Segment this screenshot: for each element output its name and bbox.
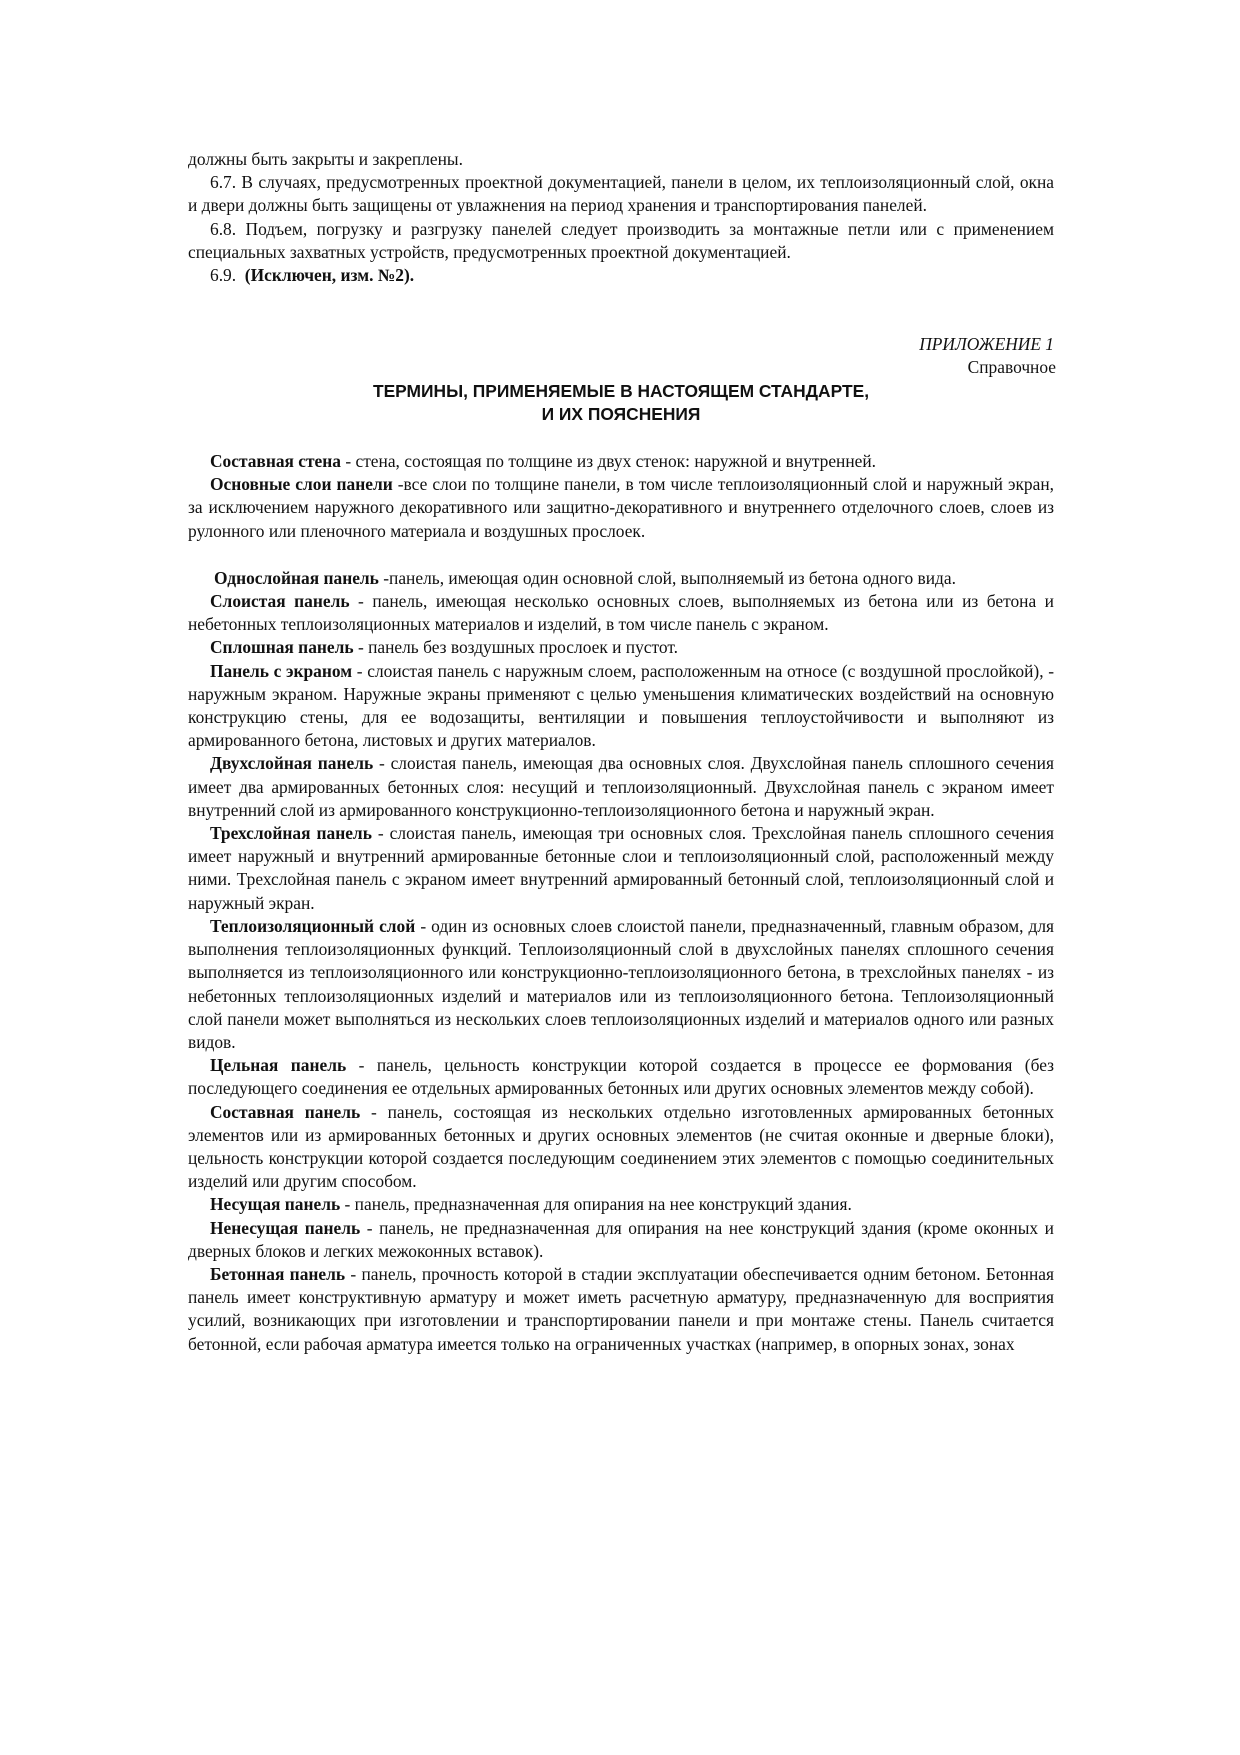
term-definition: - панель, имеющая несколько основных слоев, выполняемых из бетона или из бетона и небетонных теплоизоляционных материалов и изделий, в том числе панель с экраном. [188, 591, 1054, 635]
term-definition: - стена, состоящая по толщине из двух стенок: наружной и внутренней. [340, 451, 877, 472]
term-name: Двухслойная панель [210, 753, 374, 774]
term-definition: - панель без воздушных прослоек и пустот. [353, 637, 678, 658]
term-definition: - панель, прочность которой в стадии эксплуатации обеспечивается одним бетоном. Бетонная панель имеет конструктивную арматуру и может иметь расчетную арматуру, предназначенную для восприятия усилий, возникающих при изготовлении и транспортировании панели и при монтаже стены. Панель считается бетонной, если рабочая арматура имеется только на ограниченных участках (например, в опорных зонах, зонах [188, 1263, 1055, 1354]
term-name: Трехслойная панель [210, 823, 372, 844]
term-entry [188, 450, 1054, 473]
term-definition: - один из основных слоев слоистой панели, предназначенный, главным образом, для выполнения теплоизоляционных функций. Теплоизоляционный слой в двухслойных панелях сплошного сечения выполняется из теплоизоляционного или конструкционно-теплоизоляционного бетона, в трехслойных панелях - из небетонных теплоизоляционных изделий и материалов или из теплоизоляционного бетона. Теплоизоляционный слой панели может выполняться из нескольких слоев теплоизоляционных изделий и материалов одного или разных видов. [188, 915, 1055, 1052]
appendix-type: Справочное [967, 357, 1056, 378]
term-entry [188, 636, 1054, 659]
term-entry [188, 1101, 1054, 1194]
paragraph-6-9-excluded: (Исключен, изм. №2). [244, 265, 415, 286]
term-name: Ненесущая панель [210, 1217, 361, 1238]
spacer [188, 426, 1054, 450]
appendix-label: ПРИЛОЖЕНИЕ 1 [919, 334, 1054, 355]
term-definition: - слоистая панель, имеющая три основных слоя. Трехслойная панель сплошного сечения имеет наружный и внутренний армированные бетонные слои и теплоизоляционный слой, расположенный между ними. Трехслойная панель с экраном имеет внутренний армированный бетонный слой, теплоизоляционный слой и наружный экран. [188, 823, 1054, 913]
term-name: Составная стена [210, 451, 341, 472]
paragraph-continuation: должны быть закрыты и закреплены. [188, 149, 463, 169]
term-entry [188, 473, 1054, 543]
term-definition: - слоистая панель с наружным слоем, расположенным на относе (с воздушной прослойкой), - наружным экраном. Наружные экраны применяют с целью уменьшения климатических воздействий на основную конструкцию стены, для ее водозащиты, вентиляции и повышения теплоустойчивости и выполняют из армированного бетона, листовых и других материалов. [188, 660, 1055, 751]
term-name: Панель с экраном [210, 660, 353, 681]
term-name: Сплошная панель [210, 637, 354, 658]
term-name: Цельная панель [210, 1055, 347, 1076]
term-name: Основные слои панели [210, 474, 393, 495]
term-entry [188, 915, 1054, 1054]
term-entry [188, 567, 1054, 590]
term-entry [188, 1217, 1054, 1263]
appendix-title [188, 380, 1054, 426]
term-entry [188, 660, 1054, 753]
spacer [188, 287, 1054, 333]
document-page [188, 148, 1054, 1356]
appendix-title-line-2: И ИХ ПОЯСНЕНИЯ [541, 403, 701, 424]
term-name: Бетонная панель [210, 1263, 346, 1284]
paragraph-6-9-number: 6.9. [210, 265, 237, 286]
paragraph-6-7: 6.7. В случаях, предусмотренных проектной документацией, панели в целом, их теплоизоляционный слой, окна и двери должны быть защищены от увлажнения на период хранения и транспортирования панелей. [188, 172, 1054, 216]
paragraph-6-9 [188, 264, 1054, 287]
term-entry [188, 1263, 1054, 1356]
paragraph-6-8: 6.8. Подъем, погрузку и разгрузку панелей следует производить за монтажные петли или с применением специальных захватных устройств, предусмотренных проектной документацией. [188, 218, 1054, 262]
term-name: Составная панель [210, 1101, 361, 1122]
term-definition: - панель, предназначенная для опирания на нее конструкций здания. [340, 1194, 852, 1215]
term-entry [188, 752, 1054, 822]
term-definition: - слоистая панель, имеющая два основных слоя. Двухслойная панель сплошного сечения имеет два армированных бетонных слоя: несущий и теплоизоляционный. Двухслойная панель с экраном имеет внутренний слой из армированного конструкционно-теплоизоляционного бетона и наружный экран. [188, 753, 1054, 820]
term-definition: - панель, цельность конструкции которой создается в процессе ее формования (без последующего соединения ее отдельных армированных бетонных или других основных элементов между собой). [188, 1055, 1055, 1099]
term-name: Слоистая панель [210, 591, 350, 612]
term-entry [188, 1193, 1054, 1216]
term-name: Однослойная панель [214, 567, 379, 588]
term-entry [188, 822, 1054, 915]
term-definition: -панель, имеющая один основной слой, выполняемый из бетона одного вида. [378, 567, 956, 588]
term-name: Несущая панель [210, 1194, 341, 1215]
term-definition: - панель, не предназначенная для опирания на нее конструкций здания (кроме оконных и дверных блоков и легких межоконных вставок). [188, 1217, 1054, 1261]
term-definition: -все слои по толщине панели, в том числе теплоизоляционный слой и наружный экран, за исключением наружного декоративного или защитно-декоративного и внутреннего отделочного слоев, слоев из рулонного или пленочного материала и воздушных прослоек. [188, 474, 1054, 541]
appendix-title-line-1: ТЕРМИНЫ, ПРИМЕНЯЕМЫЕ В НАСТОЯЩЕМ СТАНДАРТЕ, [372, 380, 870, 401]
term-entry [188, 1054, 1054, 1100]
term-entry [188, 590, 1054, 636]
spacer [188, 543, 1054, 567]
term-definition: - панель, состоящая из нескольких отдельно изготовленных армированных бетонных элементов или из армированных бетонных и других основных элементов (не считая оконные и дверные блоки), цельность конструкции которой создается последующим соединением этих элементов с помощью соединительных изделий или другим способом. [188, 1101, 1054, 1192]
term-name: Теплоизоляционный слой [210, 915, 416, 936]
